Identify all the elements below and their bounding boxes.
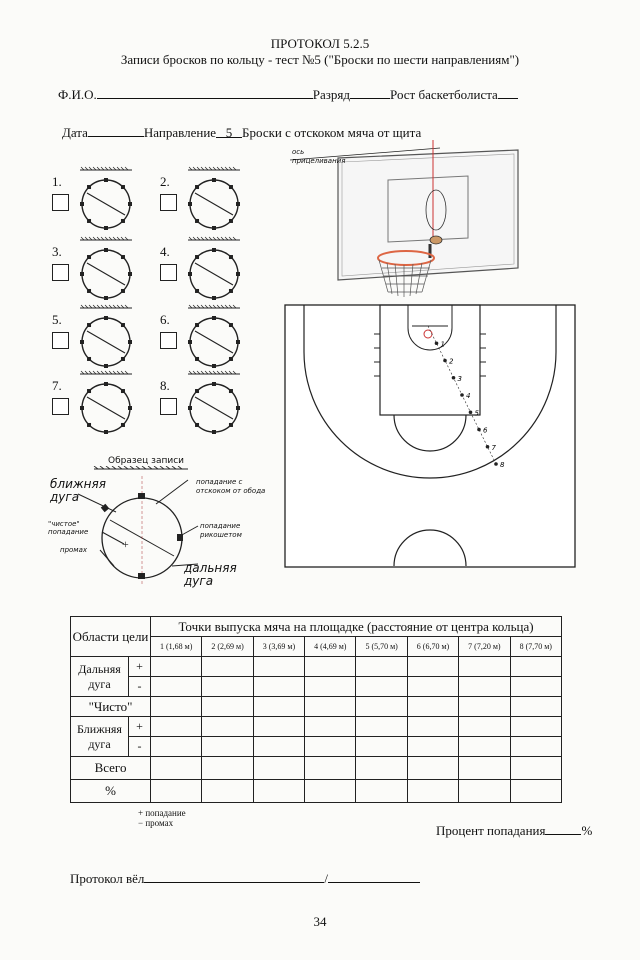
cell[interactable]	[151, 780, 202, 803]
cell[interactable]	[356, 677, 407, 697]
recorder-signature-field[interactable]	[328, 870, 420, 883]
ring-label-4: 4.	[160, 244, 170, 259]
ring-checkbox-6[interactable]	[160, 332, 177, 349]
date-field[interactable]	[88, 124, 144, 137]
ring-checkbox-5[interactable]	[52, 332, 69, 349]
ring-label-2: 2.	[160, 174, 170, 189]
far-plus-sign: +	[129, 657, 151, 677]
ring-checkbox-7[interactable]	[52, 398, 69, 415]
clean-header: "Чисто"	[71, 697, 151, 717]
ring-label-8: 8.	[160, 378, 170, 393]
court-point-label-8: 8	[500, 461, 505, 469]
court-point-label-1: 1	[440, 340, 445, 349]
page-number: 34	[313, 914, 327, 929]
court-point-1	[435, 341, 439, 345]
ring-label-1: 1.	[52, 174, 62, 189]
cell[interactable]	[510, 697, 561, 717]
cell[interactable]	[407, 717, 458, 737]
fio-label: Ф.И.О.	[58, 87, 97, 102]
cell[interactable]	[151, 757, 202, 780]
cell[interactable]	[202, 757, 253, 780]
recorder-line: Протокол вёл /	[70, 870, 420, 887]
cell[interactable]	[253, 677, 304, 697]
height-label: Рост баскетболиста	[390, 87, 498, 102]
ring-checkbox-3[interactable]	[52, 264, 69, 281]
cell[interactable]	[253, 657, 304, 677]
hit-percent-line	[436, 822, 592, 839]
court-point-2	[443, 359, 447, 363]
ring-diagram-8	[182, 370, 246, 436]
far-arc-header: Дальняя дуга	[71, 657, 129, 697]
cell[interactable]	[253, 717, 304, 737]
cell[interactable]	[459, 717, 510, 737]
court-point-8	[494, 462, 498, 466]
ring-diagram-3	[74, 236, 138, 302]
ring-diagram-4	[182, 236, 246, 302]
court-diagram	[284, 304, 576, 568]
court-point-4	[460, 393, 464, 397]
court-point-label-5: 5	[474, 409, 479, 418]
cell[interactable]	[202, 677, 253, 697]
page-subtitle: Записи бросков по кольцу - тест №5 ("Броски по шести направлениям")	[120, 52, 520, 67]
hit-percent-field[interactable]	[545, 822, 581, 835]
court-point-3	[452, 376, 456, 380]
cell[interactable]	[253, 697, 304, 717]
ring-label-5: 5.	[52, 312, 62, 327]
shot-type-label: Броски с отскоком мяча от щита	[242, 125, 422, 140]
cell[interactable]	[305, 697, 356, 717]
total-header: Всего	[71, 757, 151, 780]
ring-label-7: 7.	[52, 378, 62, 393]
cell[interactable]	[305, 657, 356, 677]
hit-percent-unit: %	[581, 823, 593, 838]
recorder-name-field[interactable]	[144, 870, 324, 883]
cell[interactable]	[151, 657, 202, 677]
date-label: Дата	[62, 125, 88, 140]
cell[interactable]	[407, 780, 458, 803]
recorder-label: Протокол вёл	[70, 871, 145, 886]
cell[interactable]	[510, 737, 561, 757]
column-header-6: 6 (6,70 м)	[407, 637, 458, 657]
cell[interactable]	[202, 780, 253, 803]
cell[interactable]	[151, 697, 202, 717]
legend-minus: − промах	[138, 818, 174, 828]
area-header: Области цели	[71, 617, 151, 657]
cell[interactable]	[459, 737, 510, 757]
sample-far-arc-label: дальняя дуга	[184, 561, 237, 588]
cell[interactable]	[459, 677, 510, 697]
sample-title: Образец записи	[108, 456, 185, 466]
cell[interactable]	[151, 737, 202, 757]
percent-header: %	[71, 780, 151, 803]
far-minus-sign: -	[129, 677, 151, 697]
court-point-label-4: 4	[466, 392, 471, 400]
cell[interactable]	[253, 757, 304, 780]
cell[interactable]	[510, 657, 561, 677]
svg-text:+: +	[122, 537, 129, 551]
ring-checkbox-1[interactable]	[52, 194, 69, 211]
cell[interactable]	[202, 717, 253, 737]
near-plus-sign: +	[129, 717, 151, 737]
cell[interactable]	[305, 717, 356, 737]
ring-checkbox-2[interactable]	[160, 194, 177, 211]
ring-diagram-2	[182, 166, 246, 232]
column-header-2: 2 (2,69 м)	[202, 637, 253, 657]
cell[interactable]	[253, 737, 304, 757]
hit-percent-label: Процент попадания	[436, 823, 546, 838]
points-header: Точки выпуска мяча на площадке (расстояние от центра кольца)	[151, 617, 562, 637]
column-header-1: 1 (1,68 м)	[151, 637, 202, 657]
court-point-label-7: 7	[491, 443, 496, 452]
cell[interactable]	[305, 737, 356, 757]
direction-label: Направление	[143, 125, 217, 140]
ring-diagram-1	[74, 166, 138, 232]
column-header-3: 3 (3,69 м)	[253, 637, 304, 657]
cell[interactable]	[356, 717, 407, 737]
ring-diagram-7	[74, 370, 138, 436]
sample-clean-label: "чистое" попадание	[48, 520, 89, 536]
cell[interactable]	[202, 657, 253, 677]
direction-value[interactable]: 5	[216, 125, 242, 138]
cell[interactable]	[459, 697, 510, 717]
cell[interactable]	[305, 757, 356, 780]
near-minus-sign: -	[129, 737, 151, 757]
cell[interactable]	[356, 757, 407, 780]
page-title: ПРОТОКОЛ 5.2.5	[270, 36, 370, 51]
sample-hit-rim-label: попадание с отскоком от обода	[196, 478, 266, 495]
rank-label: Разряд	[312, 87, 351, 102]
fio-line	[58, 86, 518, 103]
cell[interactable]	[151, 717, 202, 737]
sample-miss-label: промах	[60, 546, 88, 554]
court-point-label-6: 6	[483, 426, 488, 435]
ring-label-6: 6.	[160, 312, 170, 327]
cell[interactable]	[202, 697, 253, 717]
legend	[138, 808, 186, 828]
court-point-label-2: 2	[449, 357, 454, 366]
ring-checkbox-8[interactable]	[160, 398, 177, 415]
cell[interactable]	[305, 677, 356, 697]
near-arc-header: Ближняя дуга	[71, 717, 129, 757]
cell[interactable]	[407, 737, 458, 757]
height-field[interactable]	[498, 86, 518, 99]
cell[interactable]	[510, 677, 561, 697]
cell[interactable]	[459, 780, 510, 803]
legend-plus: + попадание	[138, 808, 186, 818]
cell[interactable]	[407, 697, 458, 717]
fio-field[interactable]	[97, 86, 313, 99]
column-header-4: 4 (4,69 м)	[305, 637, 356, 657]
cell[interactable]	[459, 757, 510, 780]
cell[interactable]	[356, 780, 407, 803]
cell[interactable]	[356, 737, 407, 757]
cell[interactable]	[356, 657, 407, 677]
court-point-6	[477, 428, 481, 432]
court-point-label-3: 3	[457, 374, 462, 383]
column-header-8: 8 (7,70 м)	[510, 637, 561, 657]
cell[interactable]	[151, 677, 202, 697]
cell[interactable]	[459, 657, 510, 677]
results-table	[70, 616, 562, 803]
aiming-axis-label: ось прицеливания	[292, 148, 346, 165]
cell[interactable]	[407, 757, 458, 780]
cell[interactable]	[510, 780, 561, 803]
cell[interactable]	[510, 717, 561, 737]
cell[interactable]	[407, 657, 458, 677]
cell[interactable]	[253, 780, 304, 803]
column-header-7: 7 (7,20 м)	[459, 637, 510, 657]
sample-hit-bank-label: попадание рикошетом	[200, 522, 242, 539]
cell[interactable]	[510, 757, 561, 780]
rank-field[interactable]	[350, 86, 390, 99]
court-point-7	[486, 445, 490, 449]
court-point-5	[469, 410, 473, 414]
cell[interactable]	[202, 737, 253, 757]
cell[interactable]	[305, 780, 356, 803]
ring-label-3: 3.	[52, 244, 62, 259]
column-header-5: 5 (5,70 м)	[356, 637, 407, 657]
ring-diagram-6	[182, 304, 246, 370]
sample-near-arc-label: ближняя дуга	[50, 477, 106, 504]
date-line	[62, 124, 421, 141]
cell[interactable]	[407, 677, 458, 697]
ring-checkbox-4[interactable]	[160, 264, 177, 281]
ring-diagram-5	[74, 304, 138, 370]
cell[interactable]	[356, 697, 407, 717]
